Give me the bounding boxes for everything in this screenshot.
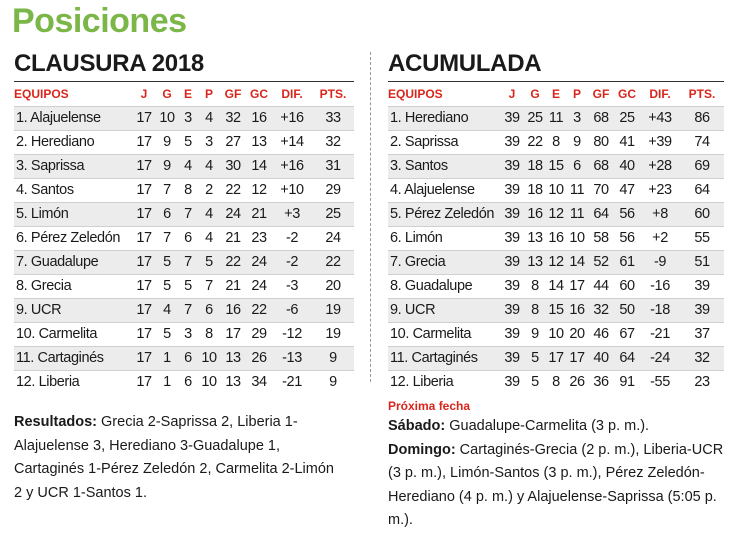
lost-cell: 3	[566, 107, 588, 131]
won-cell: 5	[524, 371, 546, 395]
results-text: Grecia 2-Saprissa 2, Liberia 1-Alajuelense 3, Herediano 3-Guadalupe 1, Cartaginés 1-Pérez Zeledón 2, Carmelita 2-Limón 2 y UCR 1-Santos 1.	[14, 414, 334, 501]
drawn-cell: 8	[178, 179, 198, 203]
header-p: P	[204, 87, 213, 101]
lost-cell: 8	[198, 323, 220, 347]
played-cell: 39	[500, 227, 524, 251]
won-cell: 7	[156, 179, 178, 203]
lost-cell: 26	[566, 371, 588, 395]
table-row	[388, 371, 724, 395]
team-name-cell: 6. Limón	[388, 227, 500, 251]
goals-for-cell: 36	[588, 371, 614, 395]
goals-for-cell: 17	[220, 323, 246, 347]
won-cell: 25	[524, 107, 546, 131]
lost-cell: 7	[198, 275, 220, 299]
table-row	[388, 179, 724, 203]
lost-cell: 10	[566, 227, 588, 251]
sunday-label: Domingo:	[388, 441, 456, 458]
points-cell: 24	[312, 227, 354, 251]
drawn-cell: 7	[178, 203, 198, 227]
team-name-cell: 1. Alajuelense	[14, 107, 132, 131]
won-cell: 18	[524, 179, 546, 203]
goal-difference-cell: -21	[272, 371, 312, 395]
played-cell: 39	[500, 347, 524, 371]
goals-for-cell: 24	[220, 203, 246, 227]
goals-against-cell: 56	[614, 227, 640, 251]
drawn-cell: 7	[178, 299, 198, 323]
points-cell: 60	[680, 203, 724, 227]
points-cell: 86	[680, 107, 724, 131]
lost-cell: 9	[566, 131, 588, 155]
lost-cell: 17	[566, 275, 588, 299]
header-j: J	[140, 87, 148, 101]
points-cell: 22	[312, 251, 354, 275]
goals-against-cell: 22	[246, 299, 272, 323]
table-row	[14, 347, 354, 371]
won-cell: 5	[156, 251, 178, 275]
played-cell: 17	[132, 179, 156, 203]
clausura-title: CLAUSURA 2018	[14, 50, 204, 77]
played-cell: 17	[132, 227, 156, 251]
table-row	[388, 131, 724, 155]
team-name-cell: 2. Herediano	[14, 131, 132, 155]
drawn-cell: 7	[178, 251, 198, 275]
header-equipos: EQUIPOS	[388, 87, 443, 101]
lost-cell: 5	[198, 251, 220, 275]
won-cell: 9	[156, 155, 178, 179]
team-name-cell: 3. Saprissa	[14, 155, 132, 179]
won-cell: 7	[156, 227, 178, 251]
goal-difference-cell: +23	[640, 179, 680, 203]
goal-difference-cell: -9	[640, 251, 680, 275]
goals-for-cell: 70	[588, 179, 614, 203]
won-cell: 5	[524, 347, 546, 371]
team-name-cell: 8. Guadalupe	[388, 275, 500, 299]
table-row	[388, 155, 724, 179]
team-name-cell: 6. Pérez Zeledón	[14, 227, 132, 251]
goals-against-cell: 13	[246, 131, 272, 155]
lost-cell: 3	[198, 131, 220, 155]
goal-difference-cell: +28	[640, 155, 680, 179]
table-row	[388, 275, 724, 299]
played-cell: 39	[500, 251, 524, 275]
table-row	[388, 251, 724, 275]
team-name-cell: 2. Saprissa	[388, 131, 500, 155]
drawn-cell: 5	[178, 275, 198, 299]
points-cell: 19	[312, 299, 354, 323]
acumulada-panel	[388, 50, 724, 394]
played-cell: 39	[500, 203, 524, 227]
goals-for-cell: 27	[220, 131, 246, 155]
drawn-cell: 12	[546, 251, 566, 275]
drawn-cell: 14	[546, 275, 566, 299]
goals-for-cell: 32	[220, 107, 246, 131]
drawn-cell: 15	[546, 299, 566, 323]
drawn-cell: 6	[178, 371, 198, 395]
points-cell: 55	[680, 227, 724, 251]
goal-difference-cell: -13	[272, 347, 312, 371]
acumulada-table-body	[388, 107, 724, 395]
goals-for-cell: 40	[588, 347, 614, 371]
lost-cell: 6	[198, 299, 220, 323]
goals-for-cell: 21	[220, 227, 246, 251]
played-cell: 39	[500, 179, 524, 203]
drawn-cell: 3	[178, 107, 198, 131]
goals-for-cell: 44	[588, 275, 614, 299]
table-row	[388, 227, 724, 251]
won-cell: 1	[156, 347, 178, 371]
points-cell: 64	[680, 179, 724, 203]
header-p: P	[572, 87, 581, 101]
table-row	[14, 203, 354, 227]
header-equipos: EQUIPOS	[14, 87, 69, 101]
sunday-text: Cartaginés-Grecia (2 p. m.), Liberia-UCR (3 p. m.), Limón-Santos (3 p. m.), Pérez Zeledón-Herediano (4 p. m.) y Alajuelense-Saprissa (5:05 p. m.).	[388, 441, 724, 528]
header-g: G	[530, 87, 540, 101]
team-name-cell: 7. Grecia	[388, 251, 500, 275]
goal-difference-cell: -16	[640, 275, 680, 299]
table-row	[14, 179, 354, 203]
goals-against-cell: 67	[614, 323, 640, 347]
goals-against-cell: 40	[614, 155, 640, 179]
points-cell: 32	[680, 347, 724, 371]
won-cell: 8	[524, 275, 546, 299]
played-cell: 17	[132, 155, 156, 179]
won-cell: 8	[524, 299, 546, 323]
table-row	[14, 155, 354, 179]
played-cell: 17	[132, 371, 156, 395]
goal-difference-cell: -2	[272, 227, 312, 251]
saturday-text: Guadalupe-Carmelita (3 p. m.).	[445, 418, 650, 434]
drawn-cell: 17	[546, 347, 566, 371]
header-gc: GC	[618, 87, 636, 101]
goal-difference-cell: +8	[640, 203, 680, 227]
goal-difference-cell: -6	[272, 299, 312, 323]
table-row	[14, 131, 354, 155]
acumulada-table	[388, 82, 724, 394]
won-cell: 18	[524, 155, 546, 179]
points-cell: 33	[312, 107, 354, 131]
table-row	[14, 371, 354, 395]
drawn-cell: 11	[546, 107, 566, 131]
lost-cell: 17	[566, 347, 588, 371]
goals-for-cell: 46	[588, 323, 614, 347]
played-cell: 17	[132, 107, 156, 131]
team-name-cell: 12. Liberia	[14, 371, 132, 395]
table-row	[14, 323, 354, 347]
lost-cell: 6	[566, 155, 588, 179]
table-row	[14, 275, 354, 299]
goals-against-cell: 64	[614, 347, 640, 371]
won-cell: 9	[156, 131, 178, 155]
team-name-cell: 1. Herediano	[388, 107, 500, 131]
played-cell: 17	[132, 251, 156, 275]
points-cell: 32	[312, 131, 354, 155]
column-divider	[370, 52, 371, 382]
goals-against-cell: 21	[246, 203, 272, 227]
won-cell: 10	[156, 107, 178, 131]
next-fixtures-block	[388, 397, 728, 533]
won-cell: 13	[524, 227, 546, 251]
lost-cell: 4	[198, 227, 220, 251]
team-name-cell: 9. UCR	[388, 299, 500, 323]
points-cell: 31	[312, 155, 354, 179]
acumulada-header-row	[388, 82, 724, 107]
drawn-cell: 8	[546, 131, 566, 155]
lost-cell: 11	[566, 179, 588, 203]
goals-against-cell: 91	[614, 371, 640, 395]
won-cell: 1	[156, 371, 178, 395]
points-cell: 20	[312, 275, 354, 299]
header-g: G	[162, 87, 172, 101]
lost-cell: 4	[198, 155, 220, 179]
played-cell: 17	[132, 131, 156, 155]
goal-difference-cell: +10	[272, 179, 312, 203]
table-row	[14, 299, 354, 323]
header-e: E	[183, 87, 192, 101]
drawn-cell: 5	[178, 131, 198, 155]
team-name-cell: 4. Santos	[14, 179, 132, 203]
clausura-table-body	[14, 107, 354, 395]
table-row	[14, 107, 354, 131]
goals-for-cell: 80	[588, 131, 614, 155]
lost-cell: 16	[566, 299, 588, 323]
goal-difference-cell: -24	[640, 347, 680, 371]
goals-against-cell: 50	[614, 299, 640, 323]
won-cell: 4	[156, 299, 178, 323]
goals-for-cell: 13	[220, 347, 246, 371]
team-name-cell: 3. Santos	[388, 155, 500, 179]
goal-difference-cell: +14	[272, 131, 312, 155]
acumulada-title: ACUMULADA	[388, 50, 542, 77]
drawn-cell: 16	[546, 227, 566, 251]
goals-against-cell: 24	[246, 275, 272, 299]
lost-cell: 20	[566, 323, 588, 347]
played-cell: 39	[500, 323, 524, 347]
team-name-cell: 10. Carmelita	[388, 323, 500, 347]
header-j: J	[508, 87, 516, 101]
results-label: Resultados:	[14, 414, 97, 430]
won-cell: 9	[524, 323, 546, 347]
table-row	[388, 203, 724, 227]
page-title: Posiciones	[12, 2, 187, 40]
header-gf: GF	[592, 87, 610, 101]
lost-cell: 10	[198, 347, 220, 371]
goals-for-cell: 58	[588, 227, 614, 251]
clausura-header-row	[14, 82, 354, 107]
lost-cell: 4	[198, 203, 220, 227]
goals-against-cell: 23	[246, 227, 272, 251]
saturday-fixtures	[388, 415, 728, 439]
played-cell: 17	[132, 323, 156, 347]
drawn-cell: 3	[178, 323, 198, 347]
goals-for-cell: 32	[588, 299, 614, 323]
goals-for-cell: 22	[220, 251, 246, 275]
header-pts: PTS.	[319, 87, 347, 101]
played-cell: 39	[500, 131, 524, 155]
played-cell: 17	[132, 203, 156, 227]
header-e: E	[551, 87, 560, 101]
played-cell: 17	[132, 275, 156, 299]
drawn-cell: 6	[178, 347, 198, 371]
won-cell: 5	[156, 323, 178, 347]
goals-for-cell: 22	[220, 179, 246, 203]
points-cell: 9	[312, 371, 354, 395]
played-cell: 39	[500, 371, 524, 395]
goal-difference-cell: +16	[272, 107, 312, 131]
team-name-cell: 10. Carmelita	[14, 323, 132, 347]
team-name-cell: 9. UCR	[14, 299, 132, 323]
table-row	[388, 347, 724, 371]
team-name-cell: 5. Pérez Zeledón	[388, 203, 500, 227]
results-block	[14, 411, 344, 505]
header-dif: DIF.	[649, 87, 671, 101]
goals-for-cell: 52	[588, 251, 614, 275]
points-cell: 39	[680, 299, 724, 323]
goal-difference-cell: +16	[272, 155, 312, 179]
played-cell: 39	[500, 275, 524, 299]
saturday-label: Sábado:	[388, 418, 446, 434]
points-cell: 29	[312, 179, 354, 203]
goals-for-cell: 30	[220, 155, 246, 179]
table-row	[388, 323, 724, 347]
header-gf: GF	[224, 87, 242, 101]
goal-difference-cell: +43	[640, 107, 680, 131]
table-row	[388, 107, 724, 131]
goals-for-cell: 68	[588, 107, 614, 131]
lost-cell: 11	[566, 203, 588, 227]
goals-against-cell: 61	[614, 251, 640, 275]
points-cell: 74	[680, 131, 724, 155]
goal-difference-cell: -21	[640, 323, 680, 347]
goals-for-cell: 64	[588, 203, 614, 227]
goal-difference-cell: -18	[640, 299, 680, 323]
team-name-cell: 8. Grecia	[14, 275, 132, 299]
team-name-cell: 4. Alajuelense	[388, 179, 500, 203]
won-cell: 5	[156, 275, 178, 299]
lost-cell: 14	[566, 251, 588, 275]
points-cell: 19	[312, 323, 354, 347]
played-cell: 39	[500, 155, 524, 179]
won-cell: 13	[524, 251, 546, 275]
header-dif: DIF.	[281, 87, 303, 101]
sunday-fixtures	[388, 439, 728, 533]
clausura-panel	[14, 50, 354, 394]
goals-against-cell: 25	[614, 107, 640, 131]
goal-difference-cell: -3	[272, 275, 312, 299]
goal-difference-cell: +2	[640, 227, 680, 251]
goals-against-cell: 29	[246, 323, 272, 347]
goals-against-cell: 34	[246, 371, 272, 395]
goals-against-cell: 14	[246, 155, 272, 179]
points-cell: 23	[680, 371, 724, 395]
won-cell: 6	[156, 203, 178, 227]
played-cell: 17	[132, 347, 156, 371]
goals-against-cell: 60	[614, 275, 640, 299]
drawn-cell: 6	[178, 227, 198, 251]
drawn-cell: 10	[546, 179, 566, 203]
goals-against-cell: 47	[614, 179, 640, 203]
drawn-cell: 8	[546, 371, 566, 395]
lost-cell: 10	[198, 371, 220, 395]
table-row	[14, 251, 354, 275]
played-cell: 39	[500, 299, 524, 323]
goal-difference-cell: +3	[272, 203, 312, 227]
points-cell: 25	[312, 203, 354, 227]
won-cell: 22	[524, 131, 546, 155]
header-pts: PTS.	[688, 87, 716, 101]
goals-for-cell: 13	[220, 371, 246, 395]
points-cell: 69	[680, 155, 724, 179]
goals-against-cell: 41	[614, 131, 640, 155]
points-cell: 39	[680, 275, 724, 299]
lost-cell: 4	[198, 107, 220, 131]
clausura-table	[14, 82, 354, 394]
lost-cell: 2	[198, 179, 220, 203]
team-name-cell: 11. Cartaginés	[388, 347, 500, 371]
team-name-cell: 5. Limón	[14, 203, 132, 227]
table-row	[388, 299, 724, 323]
drawn-cell: 15	[546, 155, 566, 179]
goal-difference-cell: -2	[272, 251, 312, 275]
goal-difference-cell: -12	[272, 323, 312, 347]
goals-for-cell: 16	[220, 299, 246, 323]
drawn-cell: 12	[546, 203, 566, 227]
goals-against-cell: 12	[246, 179, 272, 203]
played-cell: 39	[500, 107, 524, 131]
goal-difference-cell: +39	[640, 131, 680, 155]
goals-against-cell: 26	[246, 347, 272, 371]
next-fixtures-title: Próxima fecha	[388, 399, 471, 413]
team-name-cell: 12. Liberia	[388, 371, 500, 395]
goal-difference-cell: -55	[640, 371, 680, 395]
table-row	[14, 227, 354, 251]
won-cell: 16	[524, 203, 546, 227]
points-cell: 9	[312, 347, 354, 371]
team-name-cell: 7. Guadalupe	[14, 251, 132, 275]
goals-for-cell: 21	[220, 275, 246, 299]
points-cell: 51	[680, 251, 724, 275]
goals-against-cell: 24	[246, 251, 272, 275]
goals-against-cell: 56	[614, 203, 640, 227]
points-cell: 37	[680, 323, 724, 347]
team-name-cell: 11. Cartaginés	[14, 347, 132, 371]
header-gc: GC	[250, 87, 268, 101]
drawn-cell: 10	[546, 323, 566, 347]
goals-against-cell: 16	[246, 107, 272, 131]
goals-for-cell: 68	[588, 155, 614, 179]
drawn-cell: 4	[178, 155, 198, 179]
played-cell: 17	[132, 299, 156, 323]
